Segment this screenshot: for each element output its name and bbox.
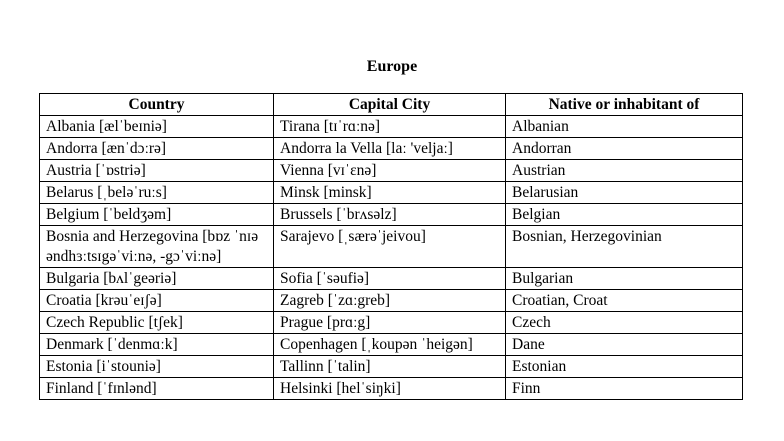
table-row xyxy=(40,334,743,356)
cell-native: Belgian xyxy=(506,204,743,226)
cell-country: Denmark [ˈdenmɑːk] xyxy=(40,334,274,356)
cell-capital: Vienna [vɪˈɛnə] xyxy=(274,160,506,182)
cell-native: Estonian xyxy=(506,356,743,378)
cell-country: Bulgaria [bʌlˈgeəriə] xyxy=(40,268,274,290)
cell-capital: Copenhagen [ˌkoupən ˈheigən] xyxy=(274,334,506,356)
table-row xyxy=(40,226,743,268)
cell-country: Finland [ˈfɪnlənd] xyxy=(40,378,274,400)
page-title: Europe xyxy=(366,58,418,75)
header-native: Native or inhabitant of xyxy=(506,94,743,116)
table-row xyxy=(40,138,743,160)
cell-country: Croatia [krəuˈeɪʃə] xyxy=(40,290,274,312)
cell-country: Albania [ælˈbeɪniə] xyxy=(40,116,274,138)
cell-capital: Zagreb [ˈzɑːgreb] xyxy=(274,290,506,312)
cell-capital: Prague [prɑːg] xyxy=(274,312,506,334)
cell-native: Andorran xyxy=(506,138,743,160)
cell-native: Czech xyxy=(506,312,743,334)
cell-capital: Helsinki [helˈsiŋki] xyxy=(274,378,506,400)
cell-capital: Brussels [ˈbrʌsəlz] xyxy=(274,204,506,226)
cell-capital: Tirana [tɪˈrɑːnə] xyxy=(274,116,506,138)
table-row xyxy=(40,312,743,334)
countries-table xyxy=(39,93,743,400)
cell-native: Croatian, Croat xyxy=(506,290,743,312)
cell-country: Andorra [ænˈdɔːrə] xyxy=(40,138,274,160)
header-capital: Capital City xyxy=(274,94,506,116)
cell-country: Belgium [ˈbeldʒəm] xyxy=(40,204,274,226)
table-row xyxy=(40,204,743,226)
cell-country: Estonia [iˈstouniə] xyxy=(40,356,274,378)
table-row xyxy=(40,268,743,290)
cell-capital: Andorra la Vella [laː 'veljaː] xyxy=(274,138,506,160)
table-row xyxy=(40,160,743,182)
cell-native: Austrian xyxy=(506,160,743,182)
cell-native: Dane xyxy=(506,334,743,356)
table-row xyxy=(40,356,743,378)
cell-capital: Sofia [ˈsəufiə] xyxy=(274,268,506,290)
header-country: Country xyxy=(40,94,274,116)
cell-capital: Sarajevo [ˌsærəˈjeivou] xyxy=(274,226,506,268)
cell-native: Bulgarian xyxy=(506,268,743,290)
table-row xyxy=(40,182,743,204)
cell-country: Austria [ˈɒstriə] xyxy=(40,160,274,182)
table-row xyxy=(40,378,743,400)
cell-capital: Tallinn [ˈtalin] xyxy=(274,356,506,378)
cell-country: Belarus [ˌbeləˈruːs] xyxy=(40,182,274,204)
cell-country: Czech Republic [tʃek] xyxy=(40,312,274,334)
table-header-row xyxy=(40,94,743,116)
cell-country: Bosnia and Herzegovina [bɒz ˈnɪə əndhɜːtsɪgəˈviːnə, -gɔˈviːnə] xyxy=(40,226,274,268)
cell-native: Finn xyxy=(506,378,743,400)
cell-capital: Minsk [minsk] xyxy=(274,182,506,204)
cell-native: Belarusian xyxy=(506,182,743,204)
table-row xyxy=(40,290,743,312)
cell-native: Bosnian, Herzegovinian xyxy=(506,226,743,268)
cell-native: Albanian xyxy=(506,116,743,138)
table-row xyxy=(40,116,743,138)
